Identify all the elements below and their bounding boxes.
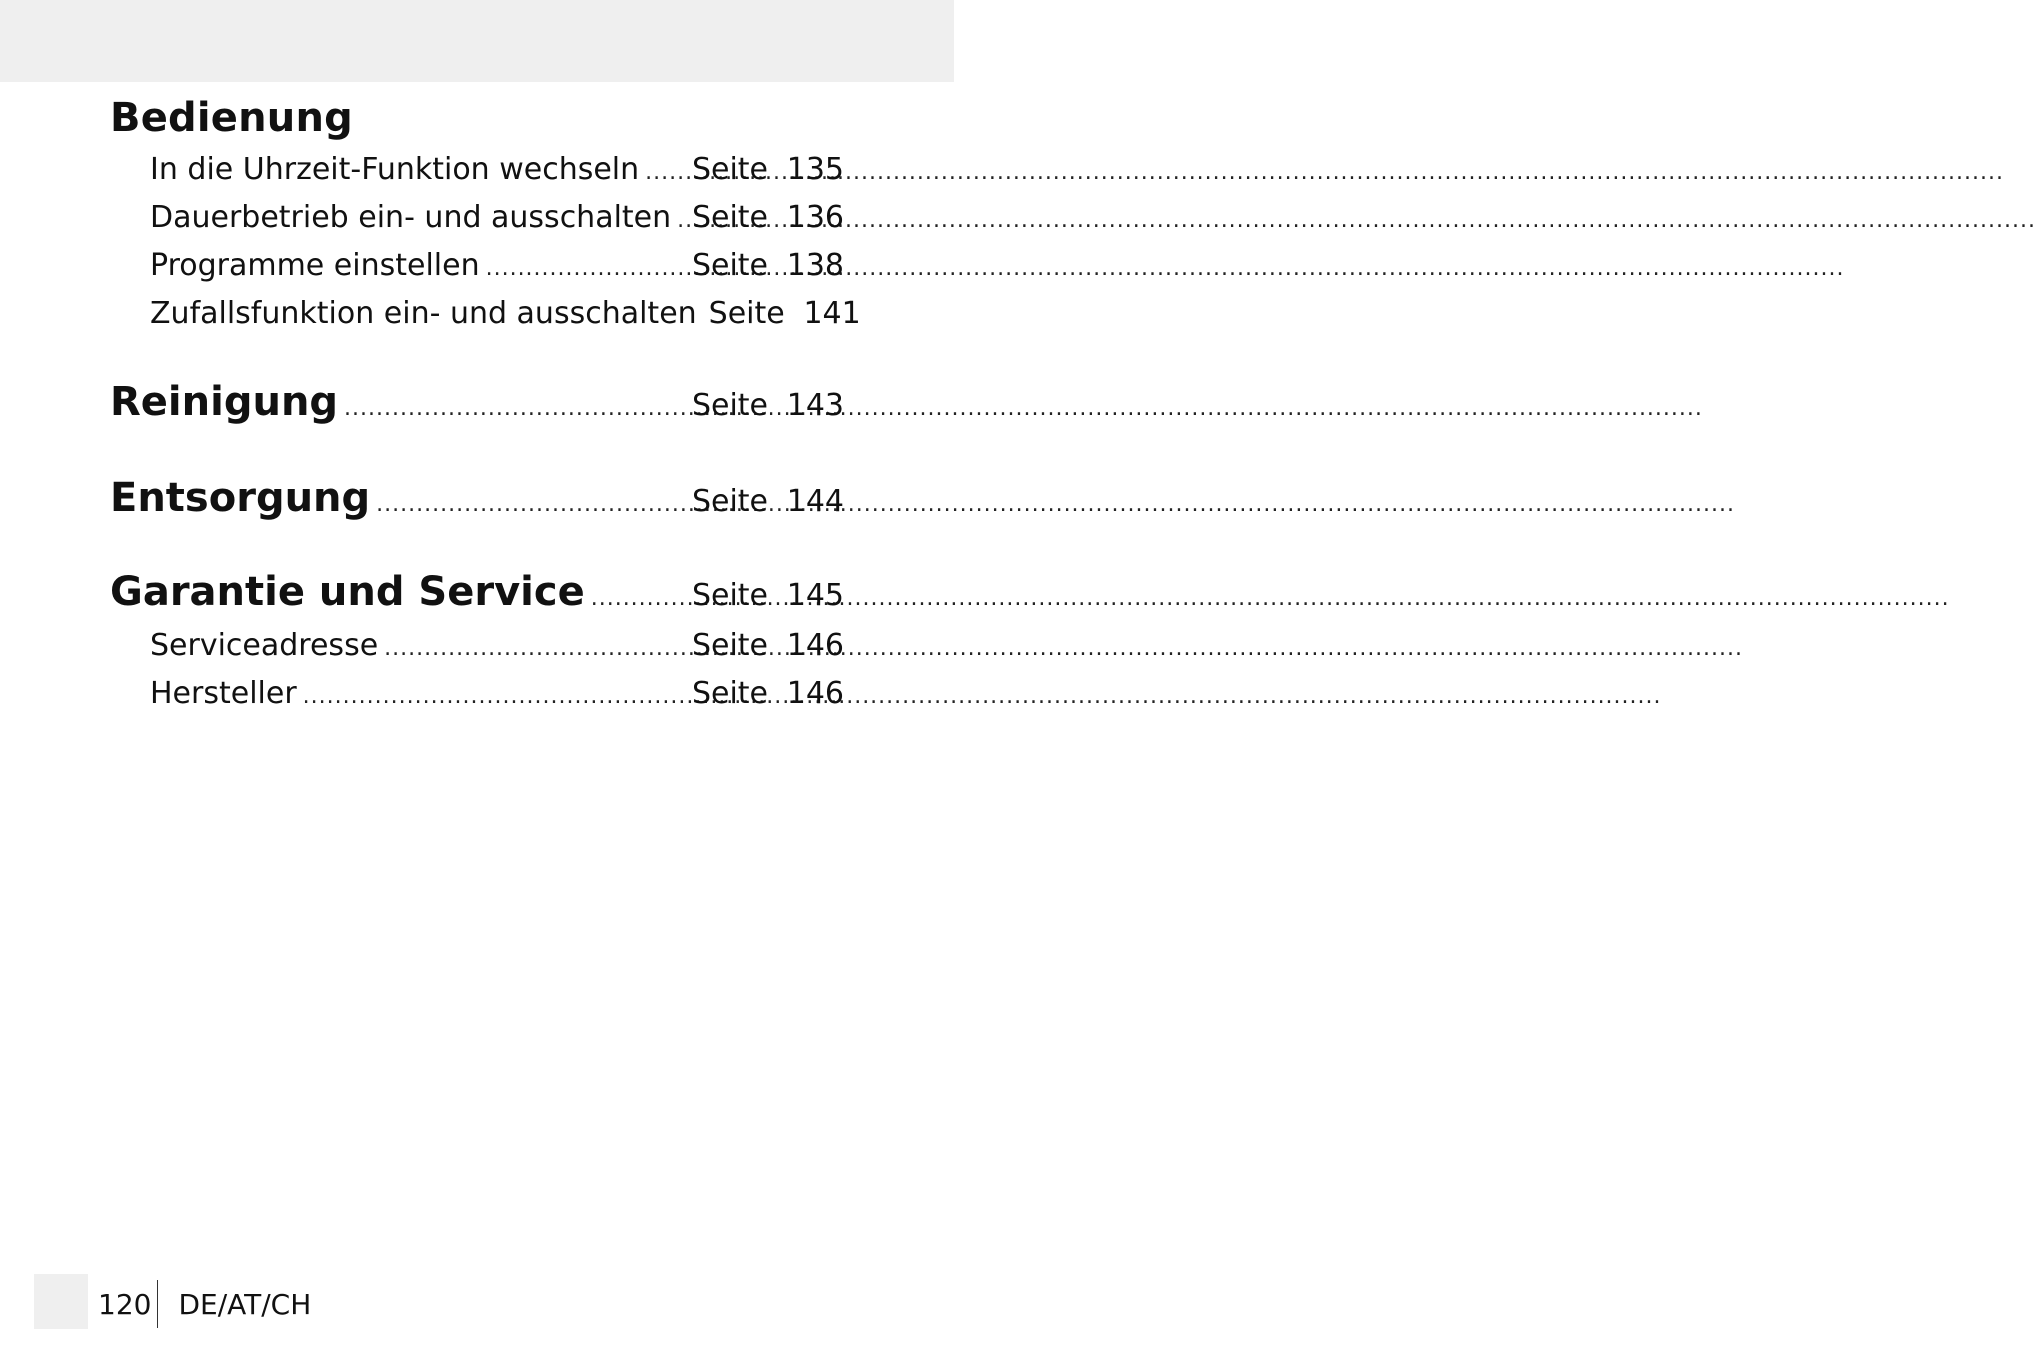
toc-entry[interactable] (110, 242, 844, 290)
toc-entry-label: Hersteller (150, 676, 297, 711)
toc-entry-label: In die Uhrzeit-Funktion wechseln (150, 152, 640, 187)
dot-leader (344, 379, 686, 439)
toc-entry-label: Dauerbetrieb ein- und ausschalten (150, 200, 672, 235)
dot-leader (591, 569, 686, 629)
dot-leader (486, 245, 686, 293)
page-number: 136 (786, 200, 844, 235)
page-number: 146 (786, 628, 844, 663)
toc-entry[interactable] (110, 146, 844, 194)
page-number: 146 (786, 676, 844, 711)
seite-label: Seite (691, 152, 768, 187)
dot-leader (677, 197, 686, 245)
toc-entry[interactable] (110, 670, 844, 718)
page-number: 144 (786, 484, 844, 519)
toc-entry-label: Programme einstellen (150, 248, 480, 283)
seite-label: Seite (691, 676, 768, 711)
dot-leader (376, 475, 686, 535)
section-heading-reinigung: Reinigung (110, 379, 339, 425)
footer-region: DE/AT/CH (178, 1287, 312, 1321)
dot-leader (384, 625, 686, 673)
toc-section-garantie[interactable] (110, 562, 844, 622)
toc-section-entsorgung[interactable] (110, 468, 844, 528)
section-heading-garantie: Garantie und Service (110, 569, 585, 615)
toc-section-reinigung[interactable] (110, 372, 844, 432)
seite-label: Seite (691, 248, 768, 283)
seite-label: Seite (691, 200, 768, 235)
table-of-contents (110, 90, 861, 718)
page-number: 143 (786, 388, 844, 423)
footer-page-number: 120 (98, 1287, 152, 1321)
page-number: 145 (786, 578, 844, 613)
toc-entry-label: Zufallsfunktion ein- und ausschalten (150, 296, 697, 331)
seite-label: Seite (691, 484, 768, 519)
toc-entry[interactable] (110, 194, 844, 242)
seite-label: Seite (708, 296, 785, 331)
seite-label: Seite (691, 388, 768, 423)
page-number: 135 (786, 152, 844, 187)
page-footer (98, 1282, 311, 1326)
seite-label: Seite (691, 578, 768, 613)
toc-entry[interactable] (110, 290, 861, 338)
section-heading-entsorgung: Entsorgung (110, 475, 371, 521)
dot-leader (303, 673, 686, 721)
footer-divider (157, 1280, 158, 1328)
seite-label: Seite (691, 628, 768, 663)
footer-tab (34, 1274, 88, 1329)
header-band (0, 0, 954, 82)
toc-entry[interactable] (110, 622, 844, 670)
section-heading-bedienung: Bedienung (110, 95, 353, 141)
dot-leader (645, 149, 686, 197)
page-number: 141 (803, 296, 861, 331)
page-number: 138 (786, 248, 844, 283)
toc-entry-label: Serviceadresse (150, 628, 379, 663)
